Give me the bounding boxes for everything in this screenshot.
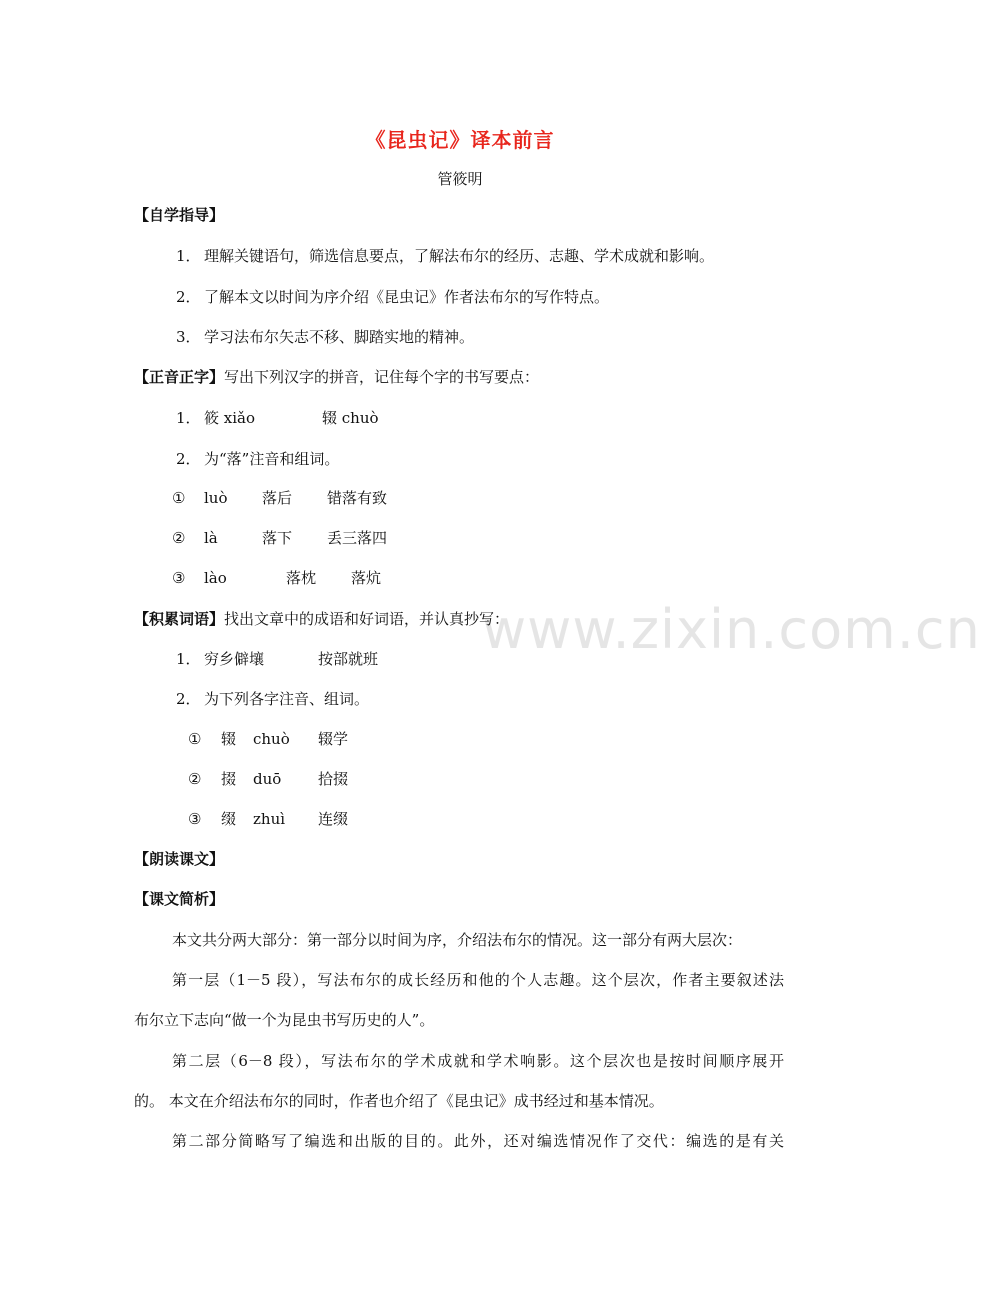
paragraph-line: 的。 本文在介绍法布尔的同时，作者也介绍了《昆虫记》成书经过和基本情况。 [134,1092,664,1110]
section-heading-zhengyin: 【正音正字】 [134,368,225,386]
word: 落后 [262,489,293,507]
paragraph-line: 本文共分两大部分：第一部分以时间为序，介绍法布尔的情况。这一部分有两大层次： [172,931,743,949]
section-heading-zixue: 【自学指导】 [134,206,225,224]
section-instruction: 找出文章中的成语和好词语，并认真抄写： [224,610,510,628]
author-name: 管筱明 [437,170,483,188]
item-number: 3． [176,328,201,346]
section-heading-jilei: 【积累词语】 [134,610,225,628]
circled-mark: ③ [172,569,186,587]
pinyin: là [204,529,218,547]
item-number: 1． [176,409,201,427]
pinyin: duō [253,770,282,788]
item-number: 2． [176,690,201,708]
list-item [176,246,714,266]
pinyin: zhuì [253,810,286,828]
circled-mark: ① [172,489,186,507]
list-item [176,449,339,469]
circled-mark: ② [188,770,202,788]
pinyin: chuò [253,730,290,748]
word: 连缀 [318,810,349,828]
section-heading-jianxi: 【课文简析】 [134,890,225,908]
paragraph-line: 第二层（6－8 段），写法布尔的学术成就和学术响影。这个层次也是按时间顺序展开 [172,1052,784,1070]
section-instruction: 写出下列汉字的拼音，记住每个字的书写要点： [224,368,540,386]
circled-mark: ③ [188,810,202,828]
paragraph-line: 第一层（1－5 段），写法布尔的成长经历和他的个人志趣。这个层次，作者主要叙述法 [172,971,784,989]
item-text: 为“落”注音和组词。 [204,450,340,468]
word: 落炕 [351,569,382,587]
paragraph-line: 布尔立下志向“做一个为昆虫书写历史的人”。 [134,1011,435,1029]
idiom: 穷乡僻壤 [204,650,265,668]
word: 错落有致 [327,489,388,507]
list-item [176,649,264,669]
item-number: 1． [176,650,201,668]
character: 缀 [221,810,237,828]
watermark: www.zixin.com.cn [482,598,981,661]
item-text: 理解关键语句，筛选信息要点，了解法布尔的经历、志趣、学术成就和影响。 [204,247,715,265]
list-item [176,689,369,709]
item-number: 2． [176,450,201,468]
paragraph-line: 第二部分简略写了编选和出版的目的。此外，还对编选情况作了交代：编选的是有关 [172,1132,784,1150]
word: 落下 [262,529,293,547]
item-number: 2． [176,288,201,306]
section-heading-langdu: 【朗读课文】 [134,850,225,868]
word: 丢三落四 [327,529,388,547]
item-text: 了解本文以时间为序介绍《昆虫记》作者法布尔的写作特点。 [204,288,610,306]
document-title: 《昆虫记》译本前言 [365,128,555,152]
item-text: 为下列各字注音、组词。 [204,690,370,708]
idiom: 按部就班 [318,650,379,668]
list-item [176,327,474,347]
item-text: 学习法布尔矢志不移、脚踏实地的精神。 [204,328,475,346]
section-zhengyin [134,367,539,387]
pinyin: luò [204,489,228,507]
list-item [176,287,609,307]
item-number: 1． [176,247,201,265]
circled-mark: ② [172,529,186,547]
circled-mark: ① [188,730,202,748]
word: 拾掇 [318,770,349,788]
character: 掇 [221,770,237,788]
section-jilei [134,609,509,629]
word: 辍学 [318,730,349,748]
character: 辍 [221,730,237,748]
pinyin: lào [204,569,227,587]
word: 落枕 [286,569,317,587]
list-item [176,408,204,428]
pinyin-entry: 辍 chuò [322,409,379,427]
pinyin-entry: 筱 xiǎo [204,409,255,427]
